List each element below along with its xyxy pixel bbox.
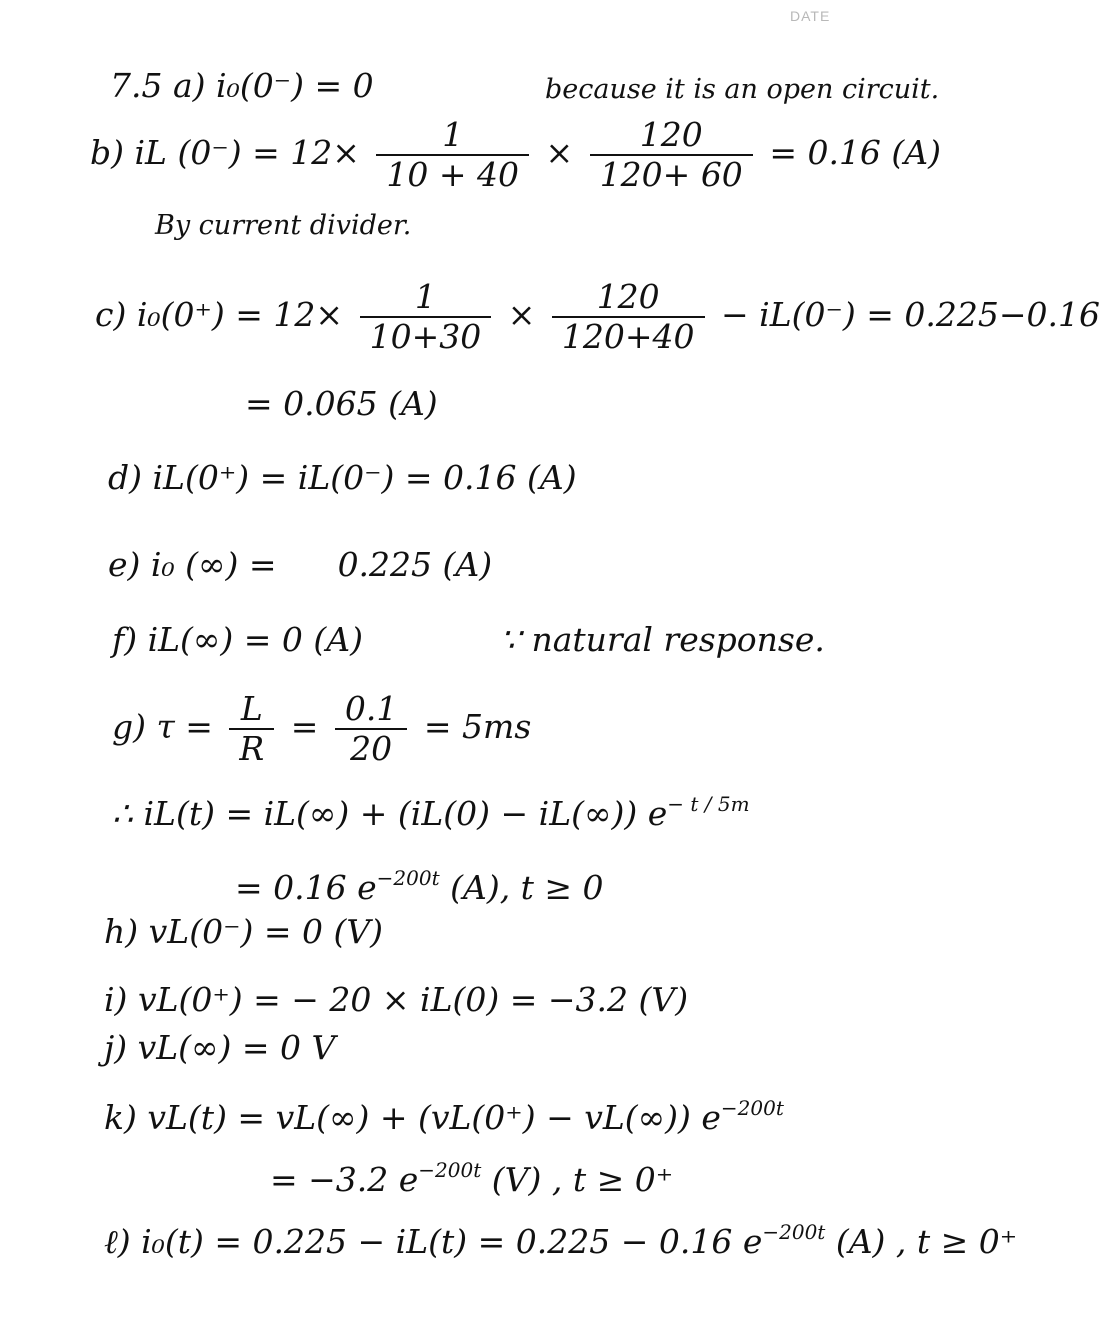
- part-d: [108, 458, 577, 498]
- part-f-equation: iL(∞) = 0 (A): [147, 620, 363, 659]
- part-h: [104, 912, 383, 952]
- times-sign: ×: [545, 133, 574, 172]
- part-l-label: ℓ): [104, 1222, 131, 1261]
- fraction-denominator: 10+30: [369, 317, 482, 356]
- part-k-exponent: −200t: [720, 1096, 784, 1120]
- part-i: [104, 980, 688, 1020]
- result-body: = 0.16 e: [235, 868, 377, 907]
- part-b-label: b): [90, 133, 124, 172]
- part-c-result: = 0.065 (A): [245, 384, 438, 423]
- result-exponent: −200t: [376, 866, 440, 890]
- part-g-fraction-2: [335, 689, 407, 768]
- fraction-numerator: 0.1: [335, 692, 407, 730]
- part-g: [112, 689, 532, 768]
- formula-body: ∴ iL(t) = iL(∞) + (iL(0) − iL(∞)) e: [112, 794, 668, 833]
- part-a-equation: i₀(0⁻) = 0: [216, 66, 374, 105]
- fraction-numerator: 120: [590, 118, 753, 156]
- formula-exponent: − t / 5m: [667, 792, 750, 816]
- part-b-note: By current divider.: [155, 210, 412, 241]
- part-e-value: 0.225 (A): [337, 545, 493, 584]
- part-e: [108, 545, 492, 585]
- part-g-fraction-1: [229, 689, 274, 768]
- date-label: DATE: [790, 8, 831, 24]
- part-l-exponent: −200t: [762, 1220, 826, 1244]
- part-d-label: d): [108, 458, 142, 497]
- fraction-numerator: 120: [552, 280, 705, 318]
- result-tail: (V) , t ≥ 0⁺: [491, 1160, 674, 1199]
- part-h-equation: vL(0⁻) = 0 (V): [148, 912, 384, 951]
- fraction-denominator: 10 + 40: [386, 155, 520, 194]
- part-f: [112, 620, 363, 660]
- equals-sign: =: [290, 707, 319, 746]
- part-c-fraction-2: [552, 277, 705, 356]
- part-b-fraction-2: [590, 115, 753, 194]
- result-exponent: −200t: [418, 1158, 482, 1182]
- part-c-fraction-1: [360, 277, 492, 356]
- part-b-rhs: = 0.16 (A): [769, 133, 941, 172]
- part-f-note: ∵ natural response.: [500, 620, 825, 659]
- fraction-denominator: 120+40: [561, 317, 695, 356]
- part-b-fraction-1: [376, 115, 529, 194]
- part-h-label: h): [104, 912, 139, 951]
- part-a-label: 7.5 a): [110, 66, 206, 105]
- part-f-label: f): [112, 620, 138, 659]
- part-g-formula: [112, 784, 750, 834]
- fraction-numerator: 1: [376, 118, 529, 156]
- part-c: [95, 277, 1100, 356]
- result-body: = −3.2 e: [270, 1160, 419, 1199]
- part-c-rhs: − iL(0⁻) = 0.225−0.16: [721, 295, 1100, 334]
- part-g-lhs: τ =: [156, 707, 213, 746]
- part-k-result: [270, 1150, 673, 1200]
- part-g-label: g): [112, 707, 146, 746]
- part-l-tail: (A) , t ≥ 0⁺: [835, 1222, 1018, 1261]
- fraction-denominator: 20: [350, 729, 393, 768]
- part-g-rhs: = 5ms: [423, 707, 532, 746]
- part-j: [104, 1028, 335, 1068]
- times-sign: ×: [507, 295, 536, 334]
- fraction-denominator: 120+ 60: [599, 155, 743, 194]
- part-e-equation: i₀ (∞) =: [150, 545, 277, 584]
- part-l: [104, 1212, 1017, 1262]
- part-k-equation: vL(t) = vL(∞) + (vL(0⁺) − vL(∞)) e: [147, 1098, 721, 1137]
- result-tail: (A), t ≥ 0: [450, 868, 604, 907]
- part-d-equation: iL(0⁺) = iL(0⁻) = 0.16 (A): [152, 458, 577, 497]
- part-j-label: j): [104, 1028, 128, 1067]
- part-i-label: i): [104, 980, 128, 1019]
- part-k-label: k): [104, 1098, 137, 1137]
- part-c-label: c): [95, 295, 127, 334]
- fraction-denominator: R: [239, 729, 265, 768]
- fraction-numerator: 1: [360, 280, 492, 318]
- part-l-equation: i₀(t) = 0.225 − iL(t) = 0.225 − 0.16 e: [141, 1222, 763, 1261]
- part-g-result: [235, 858, 604, 908]
- fraction-numerator: L: [229, 692, 274, 730]
- part-k: [104, 1088, 784, 1138]
- part-b: [90, 115, 941, 194]
- part-c-lhs: i₀(0⁺) = 12×: [136, 295, 344, 334]
- part-a: [110, 66, 374, 106]
- part-a-note: because it is an open circuit.: [545, 74, 940, 105]
- part-j-equation: vL(∞) = 0 V: [137, 1028, 336, 1067]
- part-e-label: e): [108, 545, 141, 584]
- part-b-lhs: iL (0⁻) = 12×: [134, 133, 360, 172]
- part-i-equation: vL(0⁺) = − 20 × iL(0) = −3.2 (V): [137, 980, 689, 1019]
